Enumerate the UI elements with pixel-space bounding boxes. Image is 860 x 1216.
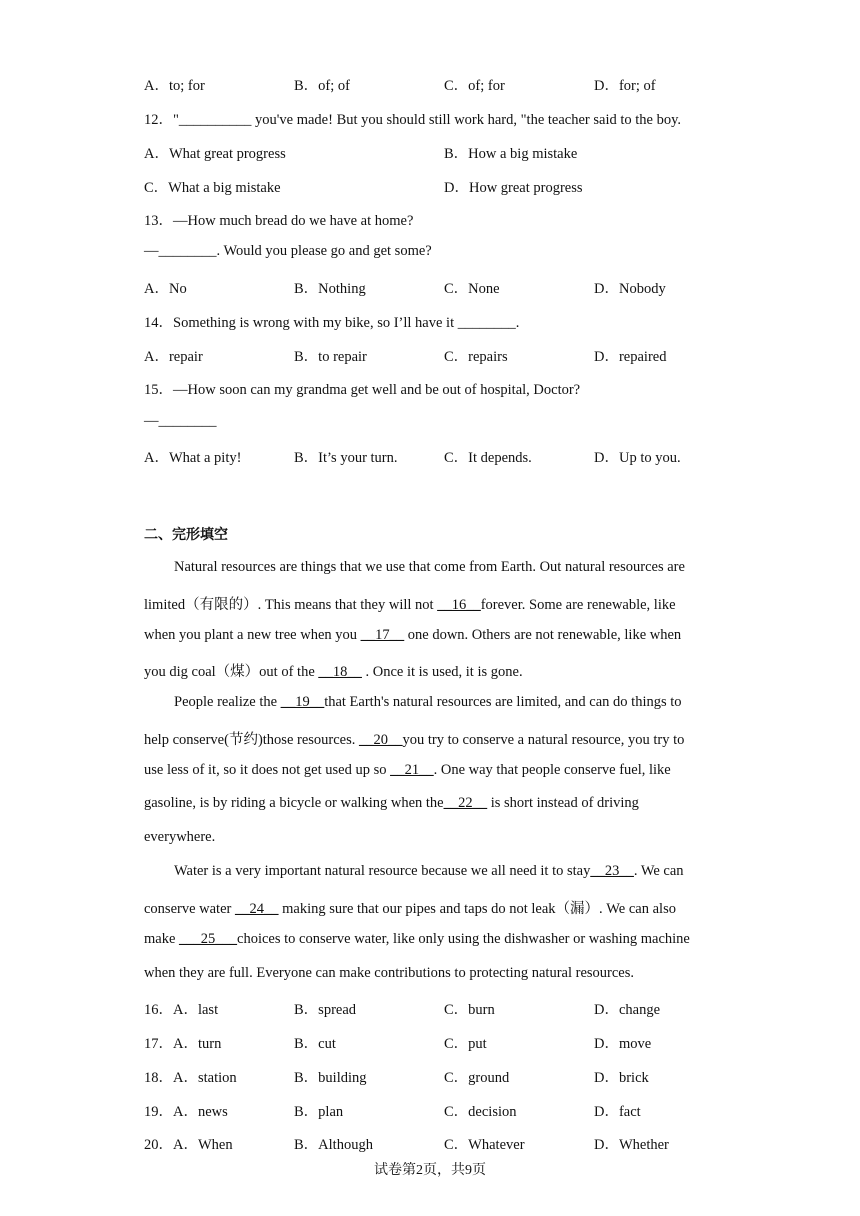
q11-option-a: A．to; for — [144, 78, 205, 94]
q15-option-c: C．It depends. — [444, 450, 532, 466]
passage-line: limited（有限的）. This means that they will not __16__forever. Some are renewable, like — [144, 597, 676, 613]
q13-option-a: A．No — [144, 281, 187, 297]
cloze-18-option-c: C．ground — [444, 1070, 510, 1086]
q15-option-d: D．Up to you. — [594, 450, 681, 466]
q12-option-c: C．What a big mistake — [144, 180, 281, 196]
passage-line: gasoline, is by riding a bicycle or walking when the__22__ is short instead of driving — [144, 795, 639, 811]
cloze-17-option-b: B．cut — [294, 1036, 336, 1052]
passage-line: when you plant a new tree when you __17__ one down. Others are not renewable, like when — [144, 627, 682, 643]
passage-line: you dig coal（煤）out of the __18__ . Once it is used, it is gone. — [144, 664, 523, 680]
cloze-16-option-d: D．change — [594, 1002, 661, 1018]
q13-option-c: C．None — [444, 281, 500, 297]
q15-option-b: B．It’s your turn. — [294, 450, 398, 466]
cloze-16-option-b: B．spread — [294, 1002, 357, 1018]
blank-18: __18__ — [318, 664, 362, 680]
cloze-19-option-c: C．decision — [444, 1104, 517, 1120]
blank-24: __24__ — [234, 901, 279, 917]
q14-stem: 14．Something is wrong with my bike, so I’ll have it ________. — [144, 315, 520, 331]
cloze-18-option-d: D．brick — [594, 1070, 649, 1086]
blank-20: __20__ — [359, 732, 403, 748]
q11-option-d: D．for; of — [594, 78, 656, 94]
blank-17: __17__ — [360, 627, 405, 643]
passage-line: conserve water __24__ making sure that our pipes and taps do not leak（漏）. We can also — [144, 901, 676, 917]
q14-option-d: D．repaired — [594, 349, 667, 365]
cloze-20: 20．A．When — [144, 1137, 233, 1153]
passage-line: make ___25___choices to conserve water, like only using the dishwasher or washing machine — [144, 931, 690, 947]
q14-option-a: A．repair — [144, 349, 203, 365]
cloze-20-option-b: B．Although — [294, 1137, 373, 1153]
cloze-18: 18．A．station — [144, 1070, 237, 1086]
q14-option-c: C．repairs — [444, 349, 508, 365]
blank-22: __22__ — [443, 795, 488, 811]
passage-line: Water is a very important natural resource because we all need it to stay__23__. We can — [174, 863, 684, 879]
cloze-18-option-b: B．building — [294, 1070, 367, 1086]
blank-19: __19__ — [280, 694, 325, 710]
blank-25: ___25___ — [179, 931, 238, 947]
cloze-17-option-d: D．move — [594, 1036, 652, 1052]
page-footer: 试卷第2页，共9页 — [374, 1163, 486, 1178]
q13-option-d: D．Nobody — [594, 281, 666, 297]
cloze-17: 17．A．turn — [144, 1036, 222, 1052]
q11-option-c: C．of; for — [444, 78, 505, 94]
q12-option-b: B．How a big mistake — [444, 146, 578, 162]
q15-response: —________ — [144, 413, 217, 429]
passage-line: when they are full. Everyone can make contributions to protecting natural resources. — [144, 965, 635, 981]
q15-option-a: A．What a pity! — [144, 450, 242, 466]
passage-line: help conserve(节约)those resources. __20__you try to conserve a natural resource, you try to — [144, 732, 685, 748]
q12-option-d: D．How great progress — [444, 180, 583, 196]
q13-response: —________. Would you please go and get some? — [144, 243, 432, 259]
passage-line: everywhere. — [144, 829, 216, 845]
q12-option-a: A．What great progress — [144, 146, 286, 162]
q12-stem: 12．"__________ you've made! But you should still work hard, "the teacher said to the boy. — [144, 112, 682, 128]
passage-line: use less of it, so it does not get used up so __21__. One way that people conserve fuel, like — [144, 762, 671, 778]
passage-line: People realize the __19__that Earth's natural resources are limited, and can do things to — [174, 694, 682, 710]
q11-option-b: B．of; of — [294, 78, 350, 94]
cloze-16-option-c: C．burn — [444, 1002, 495, 1018]
section-heading: 二、完形填空 — [144, 527, 228, 543]
cloze-17-option-c: C．put — [444, 1036, 487, 1052]
q15-stem: 15．—How soon can my grandma get well and be out of hospital, Doctor? — [144, 382, 581, 398]
blank-23: __23__ — [590, 863, 634, 879]
cloze-20-option-c: C．Whatever — [444, 1137, 525, 1153]
cloze-19-option-d: D．fact — [594, 1104, 641, 1120]
blank-16: __16__ — [437, 597, 481, 613]
cloze-20-option-d: D．Whether — [594, 1137, 669, 1153]
cloze-19: 19．A．news — [144, 1104, 228, 1120]
cloze-16: 16．A．last — [144, 1002, 219, 1018]
q14-option-b: B．to repair — [294, 349, 367, 365]
q13-stem: 13．—How much bread do we have at home? — [144, 213, 414, 229]
passage-line: Natural resources are things that we use that come from Earth. Out natural resources are — [174, 559, 685, 575]
blank-21: __21__ — [390, 762, 434, 778]
q13-option-b: B．Nothing — [294, 281, 366, 297]
cloze-19-option-b: B．plan — [294, 1104, 344, 1120]
